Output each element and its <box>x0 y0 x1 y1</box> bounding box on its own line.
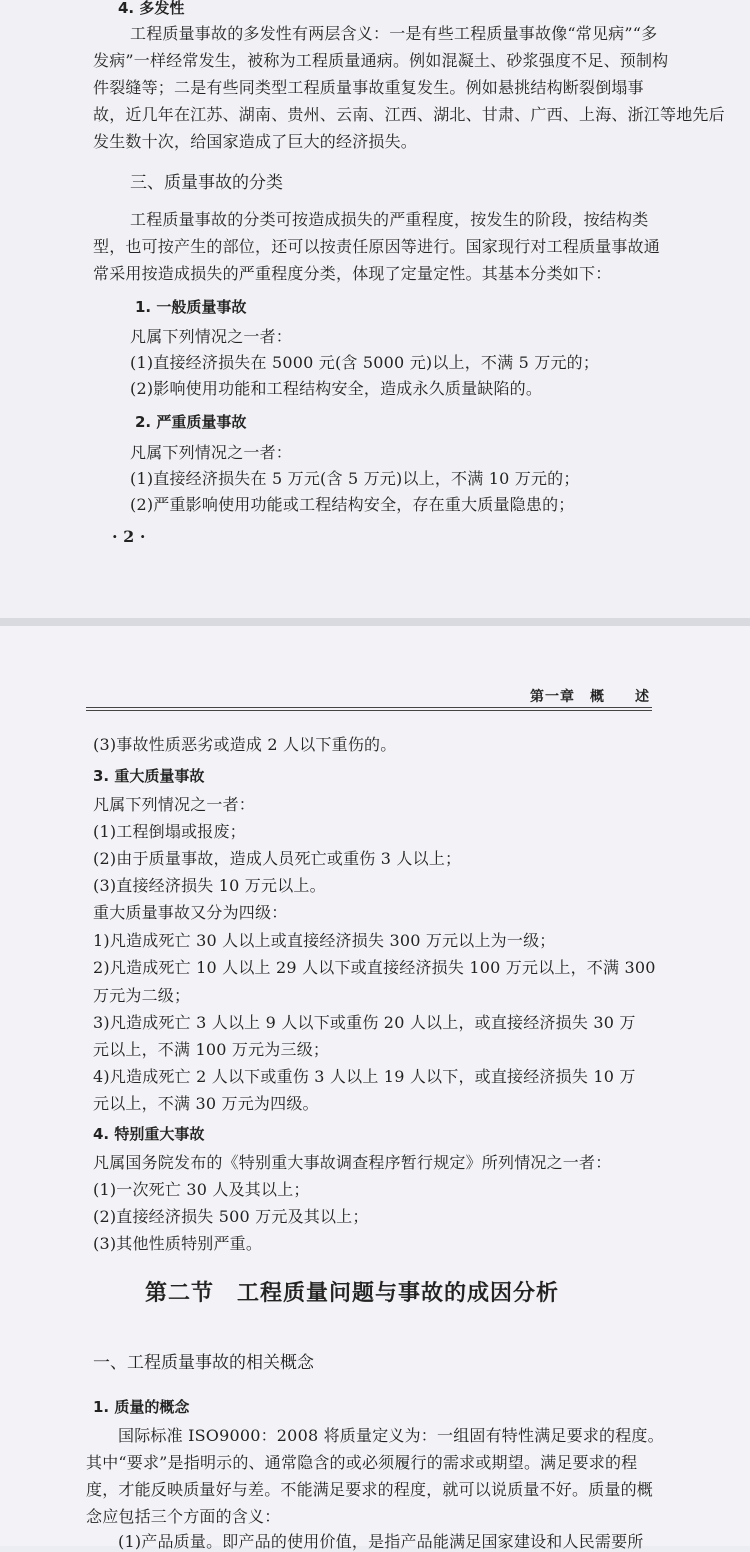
subsection-heading: 一、工程质量事故的相关概念 <box>93 1353 314 1373</box>
heading-major-accident: 3. 重大质量事故 <box>93 767 205 785</box>
heading-multiplicity: 4. 多发性 <box>118 0 185 17</box>
text-line: 国际标准 ISO9000：2008 将质量定义为：一组固有特性满足要求的程度。 <box>118 1426 664 1445</box>
header-rule <box>86 707 652 708</box>
text-line: 凡属下列情况之一者： <box>130 327 293 346</box>
heading-serious-accident: 2. 严重质量事故 <box>135 413 247 431</box>
text-line: 念应包括三个方面的含义： <box>86 1507 281 1526</box>
text-line: (1)一次死亡 30 人及其以上； <box>93 1180 310 1199</box>
text-line: 元以上，不满 30 万元为四级。 <box>93 1094 319 1113</box>
text-line: 凡属国务院发布的《特别重大事故调查程序暂行规定》所列情况之一者： <box>93 1153 612 1172</box>
text-line: 3)凡造成死亡 3 人以上 9 人以下或重伤 20 人以上，或直接经济损失 30 万 <box>93 1013 636 1032</box>
text-line: (1)工程倒塌或报废； <box>93 822 246 841</box>
text-line: 重大质量事故又分为四级： <box>93 903 288 922</box>
text-line: 发病”一样经常发生，被称为工程质量通病。例如混凝土、砂浆强度不足、预制构 <box>93 51 669 70</box>
text-line: (3)直接经济损失 10 万元以上。 <box>93 876 326 895</box>
page-number: · 2 · <box>112 527 146 546</box>
text-line: (2)影响使用功能和工程结构安全，造成永久质量缺陷的。 <box>130 379 543 398</box>
top-page <box>0 0 750 618</box>
text-line: (1)直接经济损失在 5000 元(含 5000 元)以上，不满 5 万元的； <box>130 353 600 372</box>
section-title: 第二节 工程质量问题与事故的成因分析 <box>145 1281 560 1306</box>
text-line: (3)事故性质恶劣或造成 2 人以下重伤的。 <box>93 735 397 754</box>
heading-extraordinary-accident: 4. 特别重大事故 <box>93 1125 205 1143</box>
text-line: 件裂缝等；二是有些同类型工程质量事故重复发生。例如悬挑结构断裂倒塌事 <box>93 78 644 97</box>
text-line: 凡属下列情况之一者： <box>130 443 293 462</box>
heading-quality-concept: 1. 质量的概念 <box>93 1398 190 1416</box>
running-head: 第一章 概 述 <box>530 689 650 705</box>
text-line: 凡属下列情况之一者： <box>93 795 256 814</box>
text-line: 2)凡造成死亡 10 人以上 29 人以下或直接经济损失 100 万元以上，不满 300 <box>93 958 656 977</box>
text-line: 元以上，不满 100 万元为三级； <box>93 1040 330 1059</box>
text-line: 故，近几年在江苏、湖南、贵州、云南、江西、湖北、甘肃、广西、上海、浙江等地先后 <box>93 105 725 124</box>
text-line: 工程质量事故的多发性有两层含义：一是有些工程质量事故像“常见病”“多 <box>130 24 658 43</box>
text-line: 1)凡造成死亡 30 人以上或直接经济损失 300 万元以上为一级； <box>93 931 556 950</box>
text-line: 万元为二级； <box>93 986 191 1005</box>
text-line: (1)产品质量。即产品的使用价值，是指产品能满足国家建设和人民需要所 <box>118 1532 644 1551</box>
text-line: (3)其他性质特别严重。 <box>93 1234 263 1253</box>
section-heading-classification: 三、质量事故的分类 <box>130 173 283 193</box>
text-line: (1)直接经济损失在 5 万元(含 5 万元)以上，不满 10 万元的； <box>130 469 580 488</box>
page-gap <box>0 618 750 626</box>
text-line: (2)由于质量事故，造成人员死亡或重伤 3 人以上； <box>93 849 462 868</box>
text-line: 发生数十次，给国家造成了巨大的经济损失。 <box>93 132 418 151</box>
text-line: 度，才能反映质量好与差。不能满足要求的程度，就可以说质量不好。质量的概 <box>86 1480 654 1499</box>
text-line: (2)直接经济损失 500 万元及其以上； <box>93 1207 369 1226</box>
heading-general-accident: 1. 一般质量事故 <box>135 298 247 316</box>
text-line: 常采用按造成损失的严重程度分类，体现了定量定性。其基本分类如下： <box>93 264 612 283</box>
text-line: 其中“要求”是指明示的、通常隐含的或必须履行的需求或期望。满足要求的程 <box>86 1453 638 1472</box>
text-line: (2)严重影响使用功能或工程结构安全，存在重大质量隐患的； <box>130 495 575 514</box>
text-line: 4)凡造成死亡 2 人以下或重伤 3 人以上 19 人以下，或直接经济损失 10 万 <box>93 1067 636 1086</box>
header-rule-thin <box>86 710 652 711</box>
text-line: 型，也可按产生的部位，还可以按责任原因等进行。国家现行对工程质量事故通 <box>93 237 661 256</box>
text-line: 工程质量事故的分类可按造成损失的严重程度，按发生的阶段，按结构类 <box>130 210 649 229</box>
